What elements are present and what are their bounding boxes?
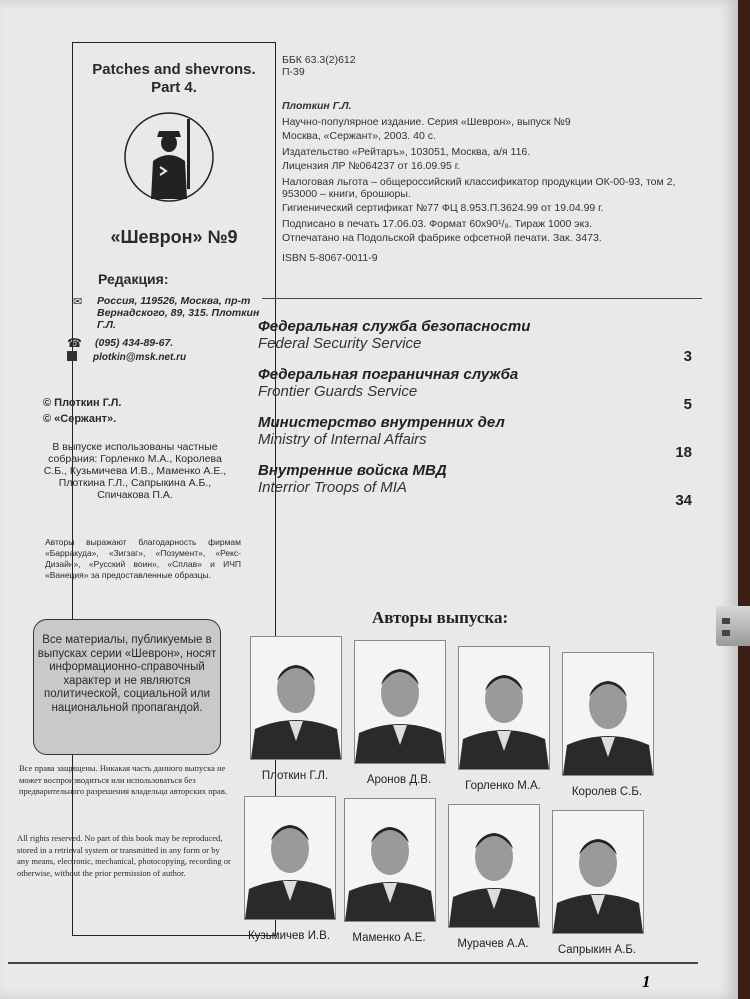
author-name: Сапрыкин А.Б. [557,944,637,956]
book-title [73,61,275,97]
author-photo [344,798,436,922]
isbn: ISBN 5-8067-0011-9 [282,252,378,264]
phone-icon: ☎ [67,336,82,350]
author-photo [354,640,446,764]
catalog-code: П-39 [282,66,305,78]
editorial-address: Россия, 119526, Москва, пр-т Вернадского, 89, 315. Плоткин Г.Л. [97,295,260,331]
toc-page-number: 3 [683,348,692,365]
bib-line: Подписано в печать 17.06.03. Формат 60х90¹/₈. Тираж 1000 экз. [282,218,593,230]
toc-page-number: 5 [683,396,692,413]
author-photo [562,652,654,776]
bib-line: Гигиенический сертификат №77 ФЦ 8.953.П.3624.99 от 19.04.99 г. [282,202,604,214]
notice-box: Все материалы, публикуемые в выпусках серии «Шеврон», носят информационно-справочный характер и не являются политической, социальной или национальной пропагандой. [33,619,221,755]
author-name: Плоткин Г.Л. [261,770,329,782]
author-name: Маменко А.Е. [352,932,426,944]
bib-line: Лицензия ЛР №064237 от 16.09.95 г. [282,160,461,172]
soldier-emblem-icon [123,111,215,203]
editorial-phone: (095) 434-89-67. [95,337,174,349]
toc-title-en: Ministry of Internal Affairs [258,431,427,448]
author-photo [458,646,550,770]
toc-title-ru: Федеральная служба безопасности [258,318,531,335]
bib-line: Налоговая льгота – общероссийский классификатор продукции ОК-00-93, том 2, 953000 – книги, брошюры. [282,176,676,200]
collections-note: В выпуске использованы частные собрания: Горленко М.А., Королева С.Б., Кузьмичева И.В., Маменко А.Е., Плоткина Г.Л., Сапрыкина А.Б., Спичакова П.А. [43,441,227,501]
bibliographic-block [282,54,682,264]
bib-line: Отпечатано на Подольской фабрике офсетной печати. Зак. 3473. [282,232,602,244]
author-name: Мурачев А.А. [457,938,529,950]
copyright-publisher: © «Сержант». [43,413,117,425]
fax-icon [67,351,77,361]
author-name: Кузьмичев И.В. [247,930,331,942]
toc-title-en: Frontier Guards Service [258,383,418,400]
bbk-code: ББК 63.3(2)612 [282,54,356,66]
toc-entry [258,366,690,414]
table-of-contents [258,318,690,510]
editorial-email: plotkin@msk.net.ru [93,352,187,363]
author-name: Аронов Д.В. [366,774,432,786]
toc-title-ru: Федеральная пограничная служба [258,366,519,383]
toc-title-ru: Внутренние войска МВД [258,462,447,479]
toc-title-en: Federal Security Service [258,335,422,352]
rights-english: All rights reserved. No part of this book may be reproduced, stored in a retrieval system or transmitted in any form or by any means, electronic, mechanical, photocopying, recording or otherwise, without the prior permission of author. [17,833,231,878]
author-name: Королев С.Б. [571,786,643,798]
toc-entry [258,414,690,462]
toc-page-number: 34 [675,492,692,509]
toc-title-en: Interrior Troops of MIA [258,479,407,496]
author-photo [448,804,540,928]
bib-author: Плоткин Г.Л. [282,100,352,112]
title-line-1: Patches and shevrons. [92,61,256,78]
divider [262,298,702,299]
author-photo [552,810,644,934]
toc-title-ru: Министерство внутренних дел [258,414,505,431]
bib-line: Издательство «Рейтаръ», 103051, Москва, а/я 116. [282,146,531,158]
author-name: Горленко М.А. [465,780,541,792]
author-photo [244,796,336,920]
toc-entry [258,462,690,510]
bib-line: Научно-популярное издание. Серия «Шеврон», выпуск №9 [282,116,571,128]
envelope-icon: ✉ [73,296,83,308]
rights-russian: Все права защищены. Никакая часть данного выпуска не может воспроизводиться или использоваться без предварительного разрешения владельца авторских прав. [19,763,227,796]
thanks-note: Авторы выражают благодарность фирмам «Барракуда», «Зигзаг», «Позумент», «Рекс-Дизайн», «Русский воин», «Сплав» и ИЧП «Ванеция» за предоставленные образцы. [45,537,241,580]
authors-heading: Авторы выпуска: [372,608,509,627]
copyright-author: © Плоткин Г.Л. [43,397,122,409]
title-line-2: Part 4. [151,79,197,96]
author-photo [250,636,342,760]
footer-rule [8,962,698,964]
toc-page-number: 18 [675,444,692,461]
page-number: 1 [642,972,651,991]
series-title: «Шеврон» №9 [110,227,238,247]
editorial-label: Редакция: [98,271,169,287]
usb-stick [716,606,750,646]
toc-entry [258,318,690,366]
bib-line: Москва, «Сержант», 2003. 40 с. [282,130,436,142]
